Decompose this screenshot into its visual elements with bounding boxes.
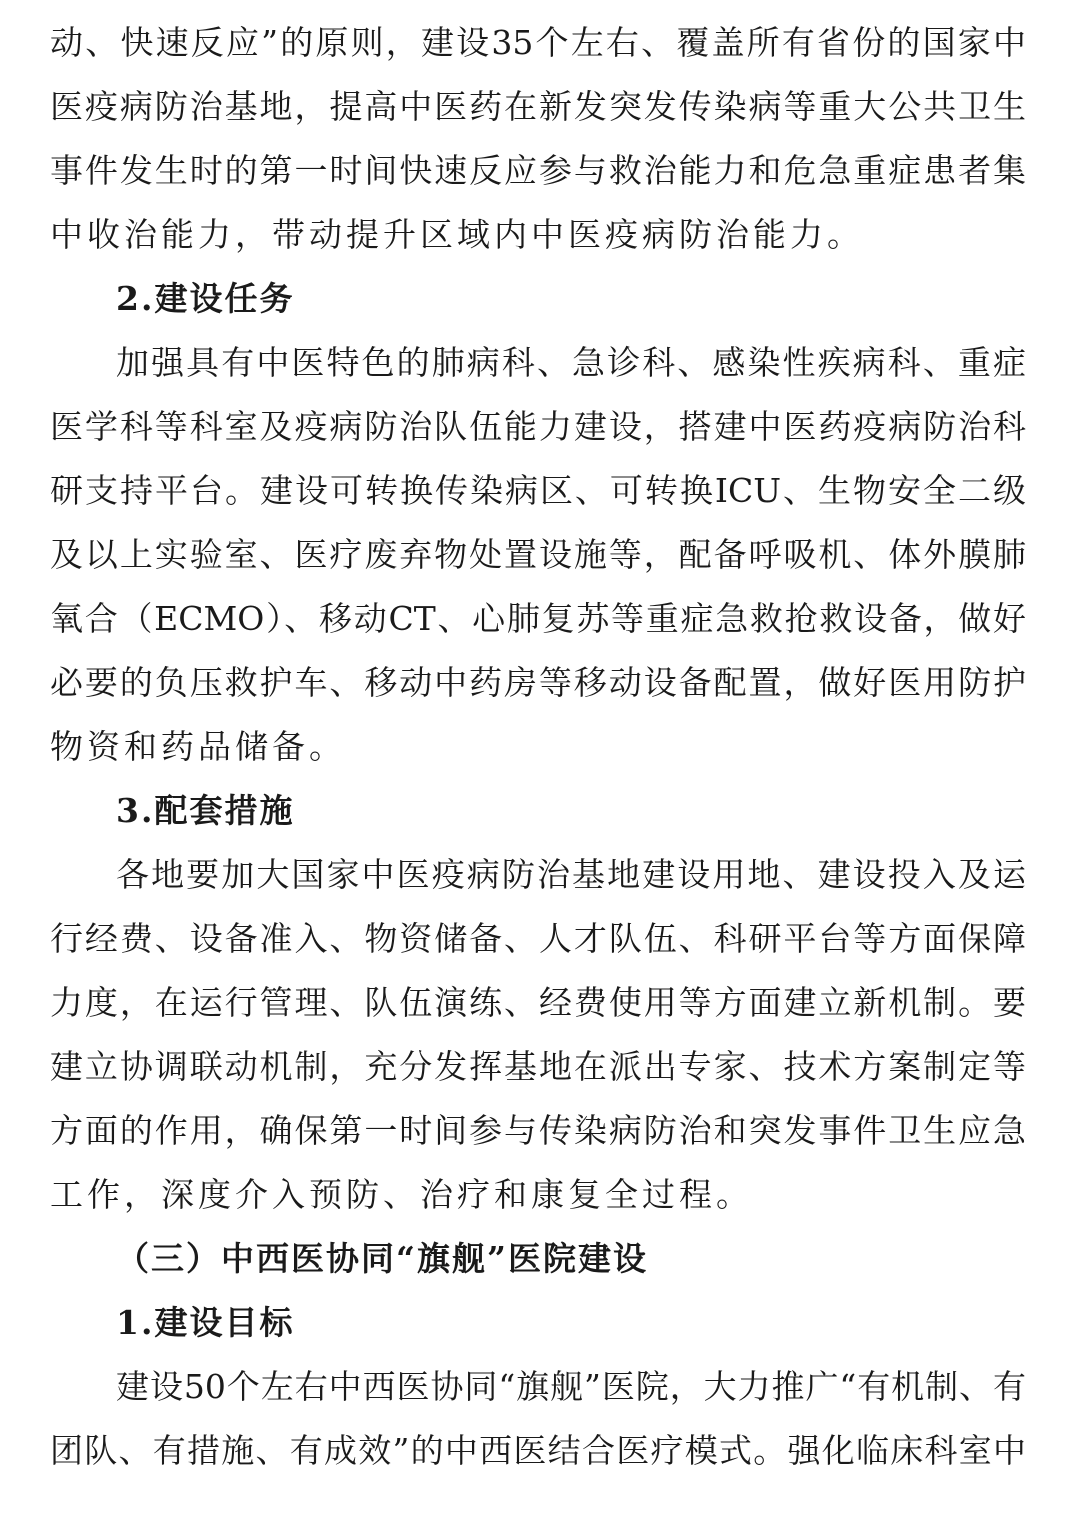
paragraph-line: 方面的作用，确保第一时间参与传染病防治和突发事件卫生应急 (50, 1111, 1026, 1150)
paragraph-line: 各地要加大国家中医疫病防治基地建设用地、建设投入及运 (116, 855, 1026, 894)
section-heading-goals: 1.建设目标 (116, 1303, 295, 1342)
section-heading-tasks: 2.建设任务 (116, 279, 295, 318)
paragraph-line: 力度，在运行管理、队伍演练、经费使用等方面建立新机制。要 (50, 983, 1026, 1022)
paragraph-line: 建立协调联动机制，充分发挥基地在派出专家、技术方案制定等 (50, 1047, 1026, 1086)
paragraph-line: 氧合（ECMO）、移动CT、心肺复苏等重症急救抢救设备，做好 (50, 599, 1026, 638)
paragraph-line: 建设50个左右中西医协同“旗舰”医院，大力推广“有机制、有 (116, 1367, 1026, 1406)
paragraph-line: 动、快速反应”的原则，建设35个左右、覆盖所有省份的国家中 (50, 23, 1026, 62)
paragraph-line: 医学科等科室及疫病防治队伍能力建设，搭建中医药疫病防治科 (50, 407, 1026, 446)
section-heading-flagship-hospital: （三）中西医协同“旗舰”医院建设 (116, 1239, 648, 1278)
paragraph-line: 物资和药品储备。 (50, 727, 346, 766)
section-heading-measures: 3.配套措施 (116, 791, 295, 830)
paragraph-line: 研支持平台。建设可转换传染病区、可转换ICU、生物安全二级 (50, 471, 1026, 510)
paragraph-line: 必要的负压救护车、移动中药房等移动设备配置，做好医用防护 (50, 663, 1026, 702)
paragraph-line: 工作，深度介入预防、治疗和康复全过程。 (50, 1175, 753, 1214)
paragraph-line: 团队、有措施、有成效”的中西医结合医疗模式。强化临床科室中 (50, 1431, 1026, 1470)
paragraph-line: 中收治能力，带动提升区域内中医疫病防治能力。 (50, 215, 864, 254)
paragraph-line: 行经费、设备准入、物资储备、人才队伍、科研平台等方面保障 (50, 919, 1026, 958)
paragraph-line: 事件发生时的第一时间快速反应参与救治能力和危急重症患者集 (50, 151, 1026, 190)
paragraph-line: 医疫病防治基地，提高中医药在新发突发传染病等重大公共卫生 (50, 87, 1026, 126)
paragraph-line: 加强具有中医特色的肺病科、急诊科、感染性疾病科、重症 (116, 343, 1026, 382)
paragraph-line: 及以上实验室、医疗废弃物处置设施等，配备呼吸机、体外膜肺 (50, 535, 1026, 574)
